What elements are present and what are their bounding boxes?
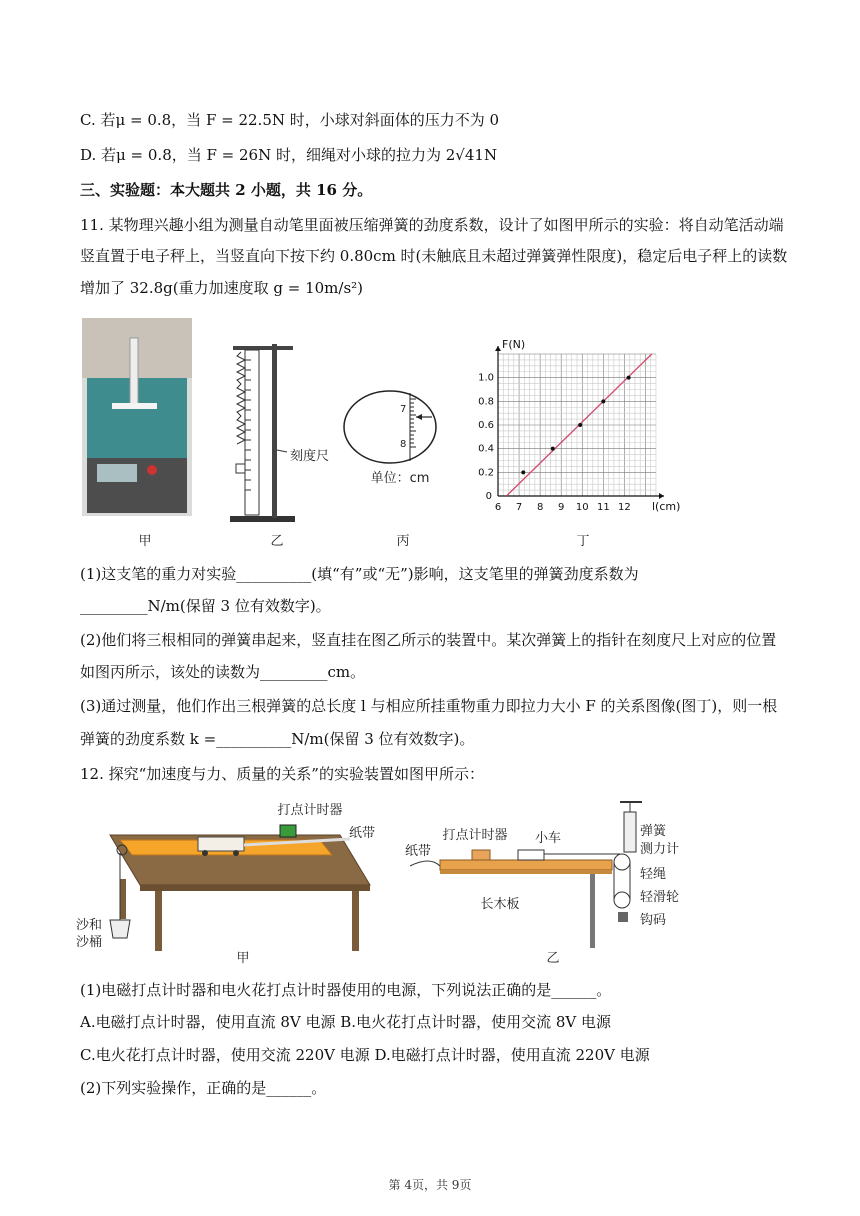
label-spring2: 测力计 — [640, 842, 680, 857]
caption-yi: 乙 — [270, 534, 284, 549]
option-c: C. 若μ = 0.8，当 F = 22.5N 时，小球对斜面体的压力不为 0 — [80, 111, 500, 129]
caption-12-jia: 甲 — [236, 951, 250, 966]
ruler-label: 刻度尺 — [290, 449, 330, 464]
ruler-reading-figure — [340, 385, 450, 465]
photo-scale-figure — [82, 318, 192, 516]
x-tick-label: 10 — [575, 502, 589, 513]
y-axis-label: F(N) — [502, 338, 526, 351]
q11-line-2: 竖直置于电子秤上，当竖直向下按下约 0.80cm 时(未触底且未超过弹簧弹性限度)，稳定后电子秤上的读数 — [80, 247, 788, 265]
caption-ding: 丁 — [576, 534, 590, 549]
origin-label: 0 — [485, 491, 492, 502]
label-cart: 小车 — [534, 831, 561, 846]
option-d: D. 若μ = 0.8，当 F = 26N 时，细绳对小球的拉力为 2√41N — [80, 146, 498, 164]
caption-12-yi: 乙 — [546, 951, 560, 966]
x-tick-label: 9 — [558, 502, 565, 513]
q12-intro: 12. 探究“加速度与力、质量的关系”的实验装置如图甲所示： — [80, 765, 484, 783]
y-tick-label: 0.4 — [478, 443, 494, 455]
unit-label: 单位：cm — [370, 471, 430, 486]
section-heading: 三、实验题：本大题共 2 小题，共 16 分。 — [80, 181, 373, 199]
data-point-0 — [521, 470, 525, 474]
x-tick-label: 6 — [494, 502, 502, 513]
q11-part3-a: (3)通过测量，他们作出三根弹簧的总长度 l 与相应所挂重物重力即拉力大小 F 的关系图像(图丁)，则一根 — [80, 697, 778, 715]
data-point-1 — [551, 447, 555, 451]
x-tick-label: 7 — [515, 502, 523, 513]
q11-line-3: 增加了 32.8g(重力加速度取 g = 10m/s²) — [80, 279, 364, 297]
label-timer: 打点计时器 — [277, 803, 343, 818]
y-axis-arrow — [495, 346, 501, 351]
label-spring1: 弹簧 — [640, 824, 667, 839]
q11-part2-a: (2)他们将三根相同的弹簧串起来，竖直挂在图乙所示的装置中。某次弹簧上的指针在刻度尺上对应的位置 — [80, 631, 777, 649]
x-tick-label: 11 — [596, 502, 610, 513]
q12-options-cd: C.电火花打点计时器，使用交流 220V 电源 D.电磁打点计时器，使用直流 220V 电源 — [80, 1046, 650, 1064]
label-bucket: 沙桶 — [75, 935, 102, 950]
x-tick-label: 8 — [536, 502, 544, 513]
y-tick-label: 1.0 — [478, 372, 494, 384]
chart-svg — [470, 338, 680, 518]
q12-options-ab: A.电磁打点计时器，使用直流 8V 电源 B.电火花打点计时器，使用交流 8V 电源 — [80, 1013, 611, 1031]
q12-part1: (1)电磁打点计时器和电火花打点计时器使用的电源，下列说法正确的是______。 — [80, 981, 612, 999]
q11-line-1: 11. 某物理兴趣小组为测量自动笔里面被压缩弹簧的劲度系数，设计了如图甲所示的实验：将自动笔活动端 — [80, 216, 784, 234]
label-tape: 纸带 — [348, 826, 375, 841]
label-board: 长木板 — [480, 897, 520, 912]
label-sand: 沙和 — [75, 918, 102, 933]
data-point-2 — [578, 423, 582, 427]
q11-part1-b: _________N/m(保留 3 位有效数字)。 — [80, 597, 331, 615]
scale-mark-7: 7 — [400, 404, 407, 415]
data-point-3 — [601, 399, 605, 403]
label-weight: 钩码 — [640, 913, 667, 928]
y-tick-label: 0.2 — [478, 467, 494, 479]
q11-part1-a: (1)这支笔的重力对实验__________(填“有”或“无”)影响，这支笔里的弹簧劲度系数为 — [80, 565, 639, 583]
caption-bing: 丙 — [396, 534, 410, 549]
x-axis-arrow — [659, 493, 664, 499]
label-pulley: 轻滑轮 — [640, 890, 680, 905]
x-tick-label: 12 — [618, 502, 631, 513]
cart-table-figure — [80, 795, 380, 955]
label-rope: 轻绳 — [640, 867, 667, 882]
spring-balance-figure — [400, 800, 680, 950]
q12-part2: (2)下列实验操作，正确的是______。 — [80, 1079, 327, 1097]
q11-part3-b: 弹簧的劲度系数 k =__________N/m(保留 3 位有效数字)。 — [80, 730, 475, 748]
force-length-chart — [470, 338, 680, 518]
y-tick-label: 0.6 — [478, 420, 494, 431]
spring-stand-figure — [225, 340, 335, 525]
x-axis-label: l(cm) — [652, 500, 680, 513]
data-point-4 — [627, 376, 631, 380]
caption-jia: 甲 — [138, 534, 152, 549]
label-tape2: 纸带 — [404, 844, 431, 859]
scale-mark-8: 8 — [400, 439, 407, 450]
y-tick-label: 0.8 — [478, 396, 494, 408]
q11-part2-b: 如图丙所示，该处的读数为_________cm。 — [80, 663, 366, 681]
page-footer: 第 4页，共 9页 — [388, 1178, 472, 1192]
label-timer2: 打点计时器 — [442, 828, 508, 843]
